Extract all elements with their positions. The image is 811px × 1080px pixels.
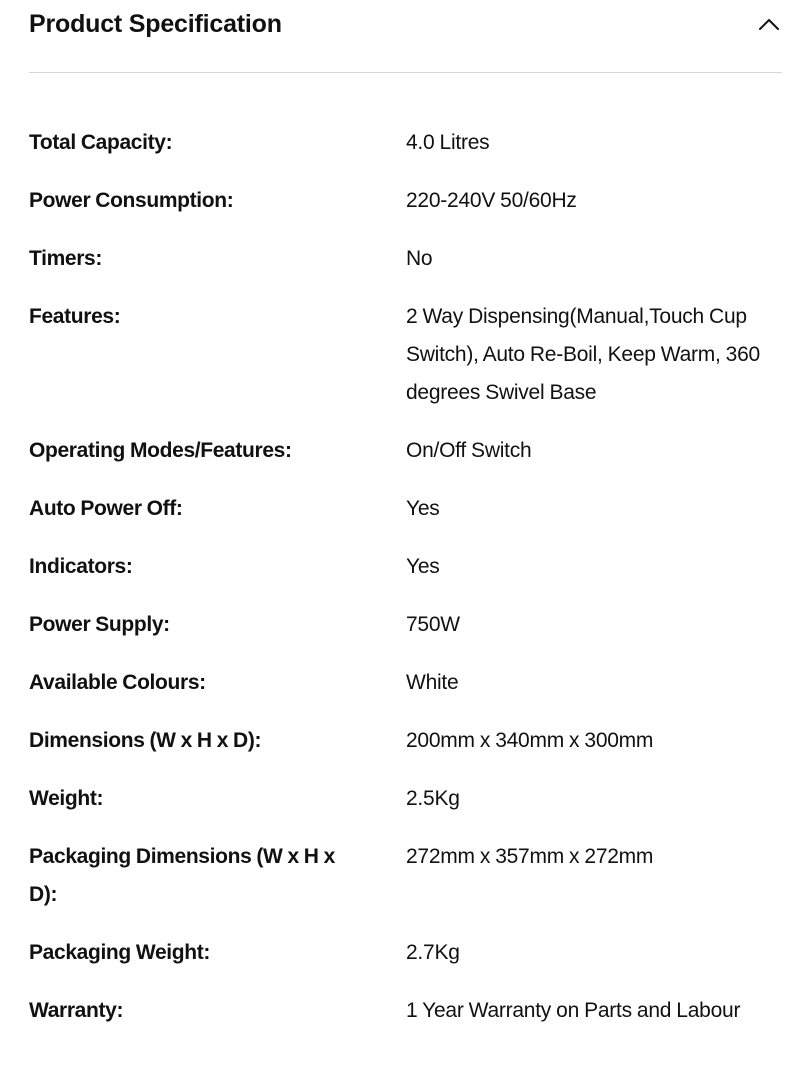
spec-label: Warranty: xyxy=(29,999,124,1022)
spec-value: Yes xyxy=(406,497,440,520)
spec-value: 220-240V 50/60Hz xyxy=(406,189,577,212)
spec-value: 272mm x 357mm x 272mm xyxy=(406,845,654,868)
table-row xyxy=(29,240,784,298)
spec-label: Auto Power Off: xyxy=(29,497,183,520)
spec-value: 2.5Kg xyxy=(406,787,460,810)
table-row xyxy=(29,182,784,240)
table-row xyxy=(29,124,784,182)
spec-value: 2 Way Dispensing(Manual,Touch Cup Switch), Auto Re-Boil, Keep Warm, 360 degrees Swivel Base xyxy=(406,305,760,404)
spec-label: Power Supply: xyxy=(29,613,170,636)
table-row xyxy=(29,432,784,490)
table-row xyxy=(29,548,784,606)
spec-label: Indicators: xyxy=(29,555,133,578)
specification-table xyxy=(29,124,784,1050)
table-row xyxy=(29,992,784,1050)
table-row xyxy=(29,664,784,722)
spec-label: Operating Modes/Features: xyxy=(29,439,292,462)
table-row xyxy=(29,934,784,992)
table-row xyxy=(29,606,784,664)
spec-value: No xyxy=(406,247,433,270)
spec-value: 4.0 Litres xyxy=(406,131,490,154)
spec-label: Power Consumption: xyxy=(29,189,234,212)
spec-label: Dimensions (W x H x D): xyxy=(29,729,262,752)
chevron-up-icon xyxy=(756,14,782,34)
specification-header[interactable] xyxy=(29,0,782,73)
table-row xyxy=(29,780,784,838)
page-title: Product Specification xyxy=(29,10,282,38)
table-row xyxy=(29,298,784,432)
spec-label: Total Capacity: xyxy=(29,131,173,154)
table-row xyxy=(29,838,784,934)
spec-label: Packaging Dimensions (W x H x D): xyxy=(29,845,335,906)
spec-label: Timers: xyxy=(29,247,103,270)
spec-value: Yes xyxy=(406,555,440,578)
spec-label: Available Colours: xyxy=(29,671,206,694)
spec-label: Weight: xyxy=(29,787,104,810)
spec-label: Packaging Weight: xyxy=(29,941,211,964)
table-row xyxy=(29,722,784,780)
spec-value: 2.7Kg xyxy=(406,941,460,964)
spec-value: 1 Year Warranty on Parts and Labour xyxy=(406,999,741,1022)
spec-value: 750W xyxy=(406,613,460,636)
spec-label: Features: xyxy=(29,305,121,328)
spec-value: 200mm x 340mm x 300mm xyxy=(406,729,654,752)
collapse-toggle-button[interactable] xyxy=(756,14,782,34)
table-row xyxy=(29,490,784,548)
spec-value: White xyxy=(406,671,459,694)
spec-value: On/Off Switch xyxy=(406,439,532,462)
